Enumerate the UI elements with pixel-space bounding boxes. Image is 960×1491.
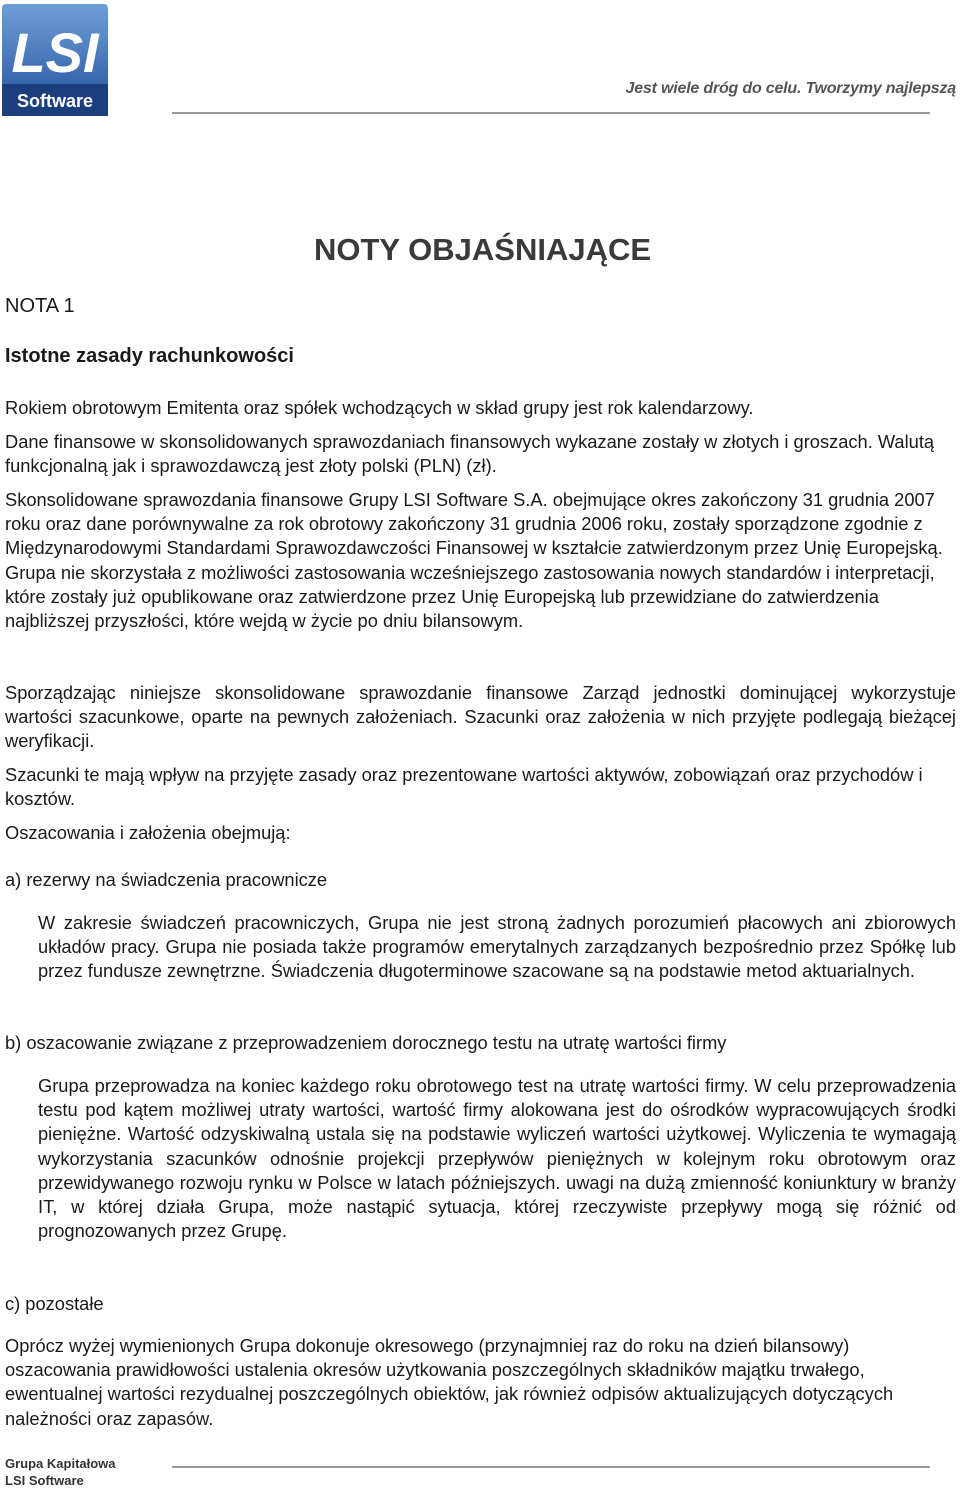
- item-c-label: c) pozostałe: [5, 1293, 104, 1314]
- logo-text: LSI: [11, 21, 99, 84]
- lsi-software-logo: [2, 4, 108, 116]
- paragraph-fiscal-year: Rokiem obrotowym Emitenta oraz spółek wchodzących w skład grupy jest rok kalendarzowy.: [5, 397, 754, 418]
- note-number: NOTA 1: [5, 295, 75, 317]
- section-heading: Istotne zasady rachunkowości: [5, 345, 294, 367]
- item-b-label: b) oszacowanie związane z przeprowadzeniem dorocznego testu na utratę wartości firmy: [5, 1032, 727, 1053]
- footer-line-1: Grupa Kapitałowa: [5, 1456, 116, 1471]
- item-a-text: W zakresie świadczeń pracowniczych, Grupa nie jest stroną żadnych porozumień płacowych ani zbiorowych układów pracy. Grupa nie posiada także programów emerytalnych zarządzanych bezpośrednio przez Spółkę lub przez fundusze zewnętrzne. Świadczenia długoterminowe szacowane są na podstawie metod aktuarialnych.: [38, 912, 956, 982]
- footer-line-2: LSI Software: [5, 1473, 84, 1488]
- header-divider: [172, 112, 930, 114]
- item-a-label: a) rezerwy na świadczenia pracownicze: [5, 869, 328, 890]
- paragraph-estimates: Sporządzając niniejsze skonsolidowane sprawozdanie finansowe Zarząd jednostki dominującej wykorzystuje wartości szacunkowe, oparte na pewnych założeniach. Szacunki oraz założenia w nich przyjęte podlegają bieżącej weryfikacji.: [5, 682, 956, 752]
- item-c-text: Oprócz wyżej wymienionych Grupa dokonuje okresowego (przynajmniej raz do roku na dzień bilansowy) oszacowania prawidłowości ustalenia okresów użytkowania poszczególnych składników majątku trwałego, ewentualnej wartości rezydualnej poszczególnych obiektów, jak również odpisów aktualizujących dotyczących należności oraz zapasów.: [5, 1335, 894, 1429]
- paragraph-estimates-impact: Szacunki te mają wpływ na przyjęte zasady oraz prezentowane wartości aktywów, zobowiązań oraz przychodów i kosztów.: [5, 764, 923, 810]
- page-title: NOTY OBJAŚNIAJĄCE: [314, 232, 652, 267]
- paragraph-standards: Skonsolidowane sprawozdania finansowe Grupy LSI Software S.A. obejmujące okres zakończony 31 grudnia 2007 roku oraz dane porównywalne za rok obrotowy zakończony 31 grudnia 2006 roku, zostały sporządzone zgodnie z Międzynarodowymi Standardami Sprawozdawczości Finansowej w kształcie zatwierdzonym przez Unię Europejską. Grupa nie skorzystała z możliwości zastosowania wcześniejszego zastosowania nowych standardów i interpretacji, które zostały już opublikowane oraz zatwierdzone przez Unię Europejską lub przewidziane do zatwierdzenia najbliższej przyszłości, które wejdą w życie po dniu bilansowym.: [5, 489, 943, 632]
- paragraph-assumptions-intro: Oszacowania i założenia obejmują:: [5, 822, 291, 843]
- tagline: Jest wiele dróg do celu. Tworzymy najlepszą: [625, 80, 956, 97]
- footer-divider: [172, 1466, 930, 1468]
- logo-subtext: Software: [16, 91, 94, 111]
- paragraph-currency: Dane finansowe w skonsolidowanych sprawozdaniach finansowych wykazane zostały w złotych i groszach. Walutą funkcjonalną jak i sprawozdawczą jest złoty polski (PLN) (zł).: [5, 431, 935, 477]
- footer-company: [5, 1455, 116, 1489]
- item-b-text: Grupa przeprowadza na koniec każdego roku obrotowego test na utratę wartości firmy. W celu przeprowadzenia testu pod kątem możliwej utraty wartości, wartość firmy alokowana jest do ośrodków wypracowujących środki pieniężne. Wartość odzyskiwalną ustala się na podstawie wyliczeń wartości użytkowej. Wyliczenia te wymagają wykorzystania szacunków odnośnie projekcji przepływów pieniężnych w kolejnym roku obrotowym oraz przewidywanego rozwoju rynku w Polsce w latach późniejszych. uwagi na dużą zmienność koniunktury w branży IT, w której działa Grupa, może nastąpić sytuacja, której rzeczywiste przepływy mogą się różnić od prognozowanych przez Grupę.: [38, 1075, 956, 1242]
